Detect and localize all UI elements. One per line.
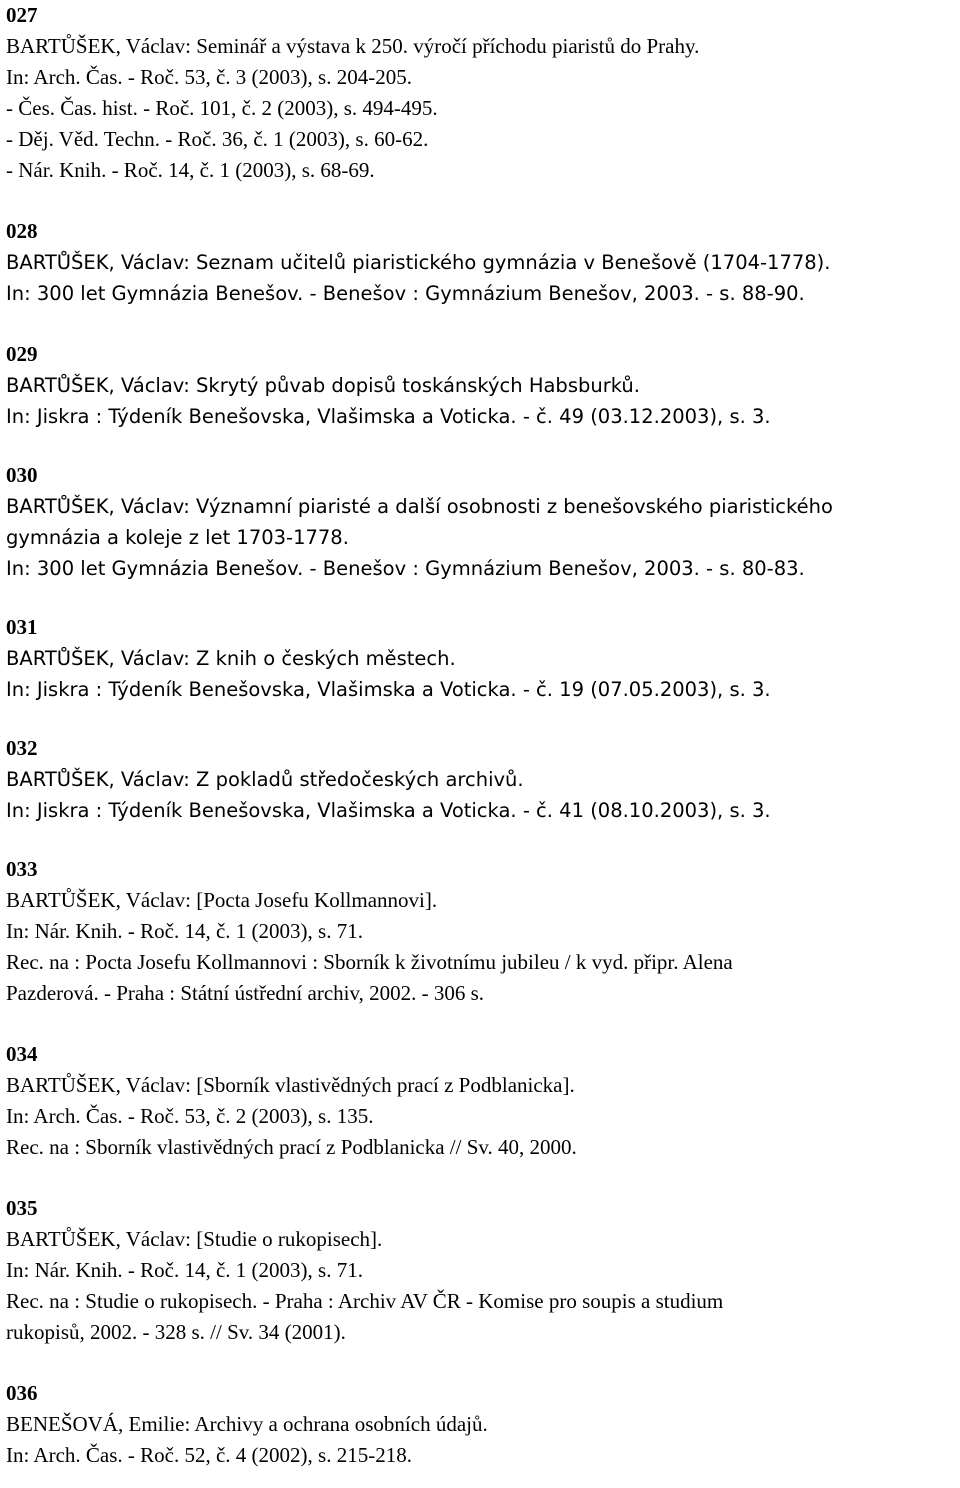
entry-number: 035 — [6, 1196, 38, 1220]
bibliography-entry-036 — [6, 1378, 958, 1471]
entry-review-note: Rec. na : Pocta Josefu Kollmannovi : Sborník k životnímu jubileu / k vyd. připr. Alena — [6, 950, 733, 974]
entry-source: In: Arch. Čas. - Roč. 52, č. 4 (2002), s. 215-218. — [6, 1443, 412, 1467]
entry-number: 033 — [6, 857, 38, 881]
bibliography-entry-034 — [6, 1039, 958, 1163]
entry-review-note-continued: Pazderová. - Praha : Státní ústřední archiv, 2002. - 306 s. — [6, 981, 485, 1005]
entry-citation: BARTŮŠEK, Václav: Seminář a výstava k 250. výročí příchodu piaristů do Prahy. — [6, 34, 700, 58]
bibliography-entry-032 — [6, 733, 958, 826]
entry-source: - Děj. Věd. Techn. - Roč. 36, č. 1 (2003), s. 60-62. — [6, 127, 429, 151]
entry-number: 032 — [6, 736, 38, 760]
entry-citation: BARTŮŠEK, Václav: Z pokladů středočeských archivů. — [6, 768, 524, 791]
bibliography-page — [6, 0, 958, 1471]
entry-citation: BARTŮŠEK, Václav: [Pocta Josefu Kollmannovi]. — [6, 888, 438, 912]
entry-number: 029 — [6, 342, 38, 366]
entry-source: In: 300 let Gymnázia Benešov. - Benešov : Gymnázium Benešov, 2003. - s. 80-83. — [6, 557, 805, 580]
entry-citation: BENEŠOVÁ, Emilie: Archivy a ochrana osobních údajů. — [6, 1412, 488, 1436]
entry-number: 031 — [6, 615, 38, 639]
entry-citation: BARTŮŠEK, Václav: Seznam učitelů piaristického gymnázia v Benešově (1704-1778). — [6, 251, 831, 274]
entry-citation-continued: gymnázia a koleje z let 1703-1778. — [6, 526, 349, 549]
entry-citation: BARTŮŠEK, Václav: [Studie o rukopisech]. — [6, 1227, 383, 1251]
bibliography-entry-031 — [6, 612, 958, 705]
entry-source: In: Jiskra : Týdeník Benešovska, Vlašimska a Voticka. - č. 49 (03.12.2003), s. 3. — [6, 405, 771, 428]
entry-number: 028 — [6, 219, 38, 243]
entry-number: 036 — [6, 1381, 38, 1405]
entry-review-note-continued: rukopisů, 2002. - 328 s. // Sv. 34 (2001). — [6, 1320, 346, 1344]
entry-citation: BARTŮŠEK, Václav: [Sborník vlastivědných prací z Podblanicka]. — [6, 1073, 575, 1097]
entry-number: 027 — [6, 3, 38, 27]
entry-source: In: Arch. Čas. - Roč. 53, č. 3 (2003), s. 204-205. — [6, 65, 412, 89]
entry-number: 034 — [6, 1042, 38, 1066]
entry-citation: BARTŮŠEK, Václav: Z knih o českých městech. — [6, 647, 456, 670]
bibliography-entry-027 — [6, 0, 958, 186]
entry-source: In: 300 let Gymnázia Benešov. - Benešov : Gymnázium Benešov, 2003. - s. 88-90. — [6, 282, 805, 305]
entry-source: In: Nár. Knih. - Roč. 14, č. 1 (2003), s. 71. — [6, 1258, 363, 1282]
bibliography-entry-030 — [6, 460, 958, 584]
entry-review-note: Rec. na : Sborník vlastivědných prací z Podblanicka // Sv. 40, 2000. — [6, 1135, 577, 1159]
entry-source: - Čes. Čas. hist. - Roč. 101, č. 2 (2003), s. 494-495. — [6, 96, 438, 120]
entry-citation: BARTŮŠEK, Václav: Významní piaristé a další osobnosti z benešovského piaristického — [6, 495, 833, 518]
entry-source: In: Jiskra : Týdeník Benešovska, Vlašimska a Voticka. - č. 41 (08.10.2003), s. 3. — [6, 799, 771, 822]
entry-source: In: Jiskra : Týdeník Benešovska, Vlašimska a Voticka. - č. 19 (07.05.2003), s. 3. — [6, 678, 771, 701]
bibliography-entry-033 — [6, 854, 958, 1009]
bibliography-entry-029 — [6, 339, 958, 432]
entry-number: 030 — [6, 463, 38, 487]
entry-source: In: Arch. Čas. - Roč. 53, č. 2 (2003), s. 135. — [6, 1104, 374, 1128]
bibliography-entry-028 — [6, 216, 958, 309]
entry-source: - Nár. Knih. - Roč. 14, č. 1 (2003), s. 68-69. — [6, 158, 375, 182]
entry-source: In: Nár. Knih. - Roč. 14, č. 1 (2003), s. 71. — [6, 919, 363, 943]
entry-review-note: Rec. na : Studie o rukopisech. - Praha : Archiv AV ČR - Komise pro soupis a studium — [6, 1289, 724, 1313]
bibliography-entry-035 — [6, 1193, 958, 1348]
entry-citation: BARTŮŠEK, Václav: Skrytý půvab dopisů toskánských Habsburků. — [6, 374, 640, 397]
